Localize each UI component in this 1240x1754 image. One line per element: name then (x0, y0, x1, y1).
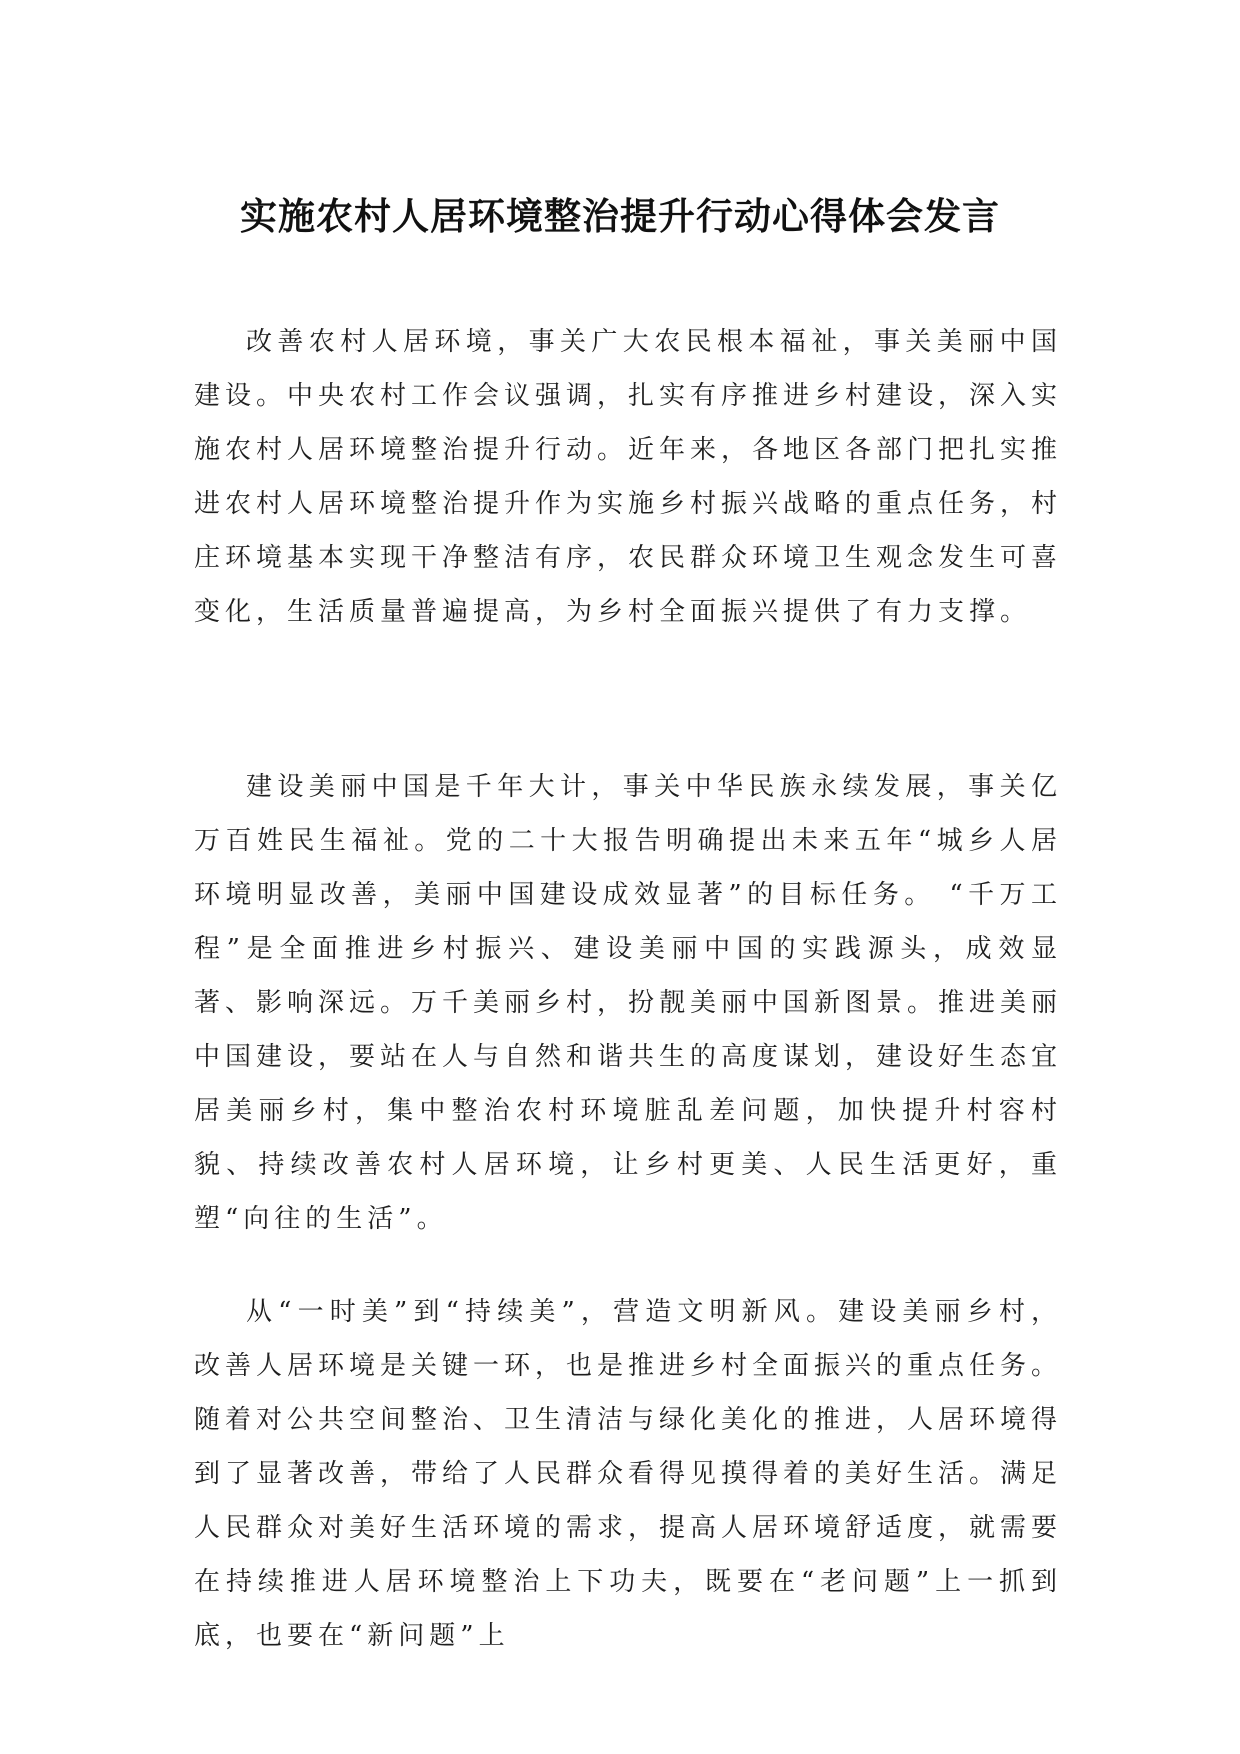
paragraph-2: 建设美丽中国是千年大计，事关中华民族永续发展，事关亿万百姓民生福祉。党的二十大报告明确提出未来五年“城乡人居环境明显改善，美丽中国建设成效显著”的目标任务。 “千万工程”是全面推进乡村振兴、建设美丽中国的实践源头，成效显著、影响深远。万千美丽乡村，扮靓美丽中国新图景。推进美丽中国建设，要站在人与自然和谐共生的高度谋划，建设好生态宜居美丽乡村，集中整治农村环境脏乱差问题，加快提升村容村貌、持续改善农村人居环境，让乡村更美、人民生活更好，重塑“向往的生活”。 (194, 772, 1063, 1234)
document-title: 实施农村人居环境整治提升行动心得体会发言 (240, 195, 1000, 238)
paragraph-1: 改善农村人居环境，事关广大农民根本福祉，事关美丽中国建设。中央农村工作会议强调，扎实有序推进乡村建设，深入实施农村人居环境整治提升行动。近年来，各地区各部门把扎实推进农村人居环境整治提升作为实施乡村振兴战略的重点任务，村庄环境基本实现干净整洁有序，农民群众环境卫生观念发生可喜变化，生活质量普遍提高，为乡村全面振兴提供了有力支撑。 (194, 327, 1063, 627)
paragraph-3: 从“一时美”到“持续美”，营造文明新风。建设美丽乡村，改善人居环境是关键一环，也是推进乡村全面振兴的重点任务。随着对公共空间整治、卫生清洁与绿化美化的推进，人居环境得到了显著改善，带给了人民群众看得见摸得着的美好生活。满足人民群众对美好生活环境的需求，提高人居环境舒适度，就需要在持续推进人居环境整治上下功夫，既要在“老问题”上一抓到底，也要在“新问题”上 (194, 1297, 1063, 1651)
